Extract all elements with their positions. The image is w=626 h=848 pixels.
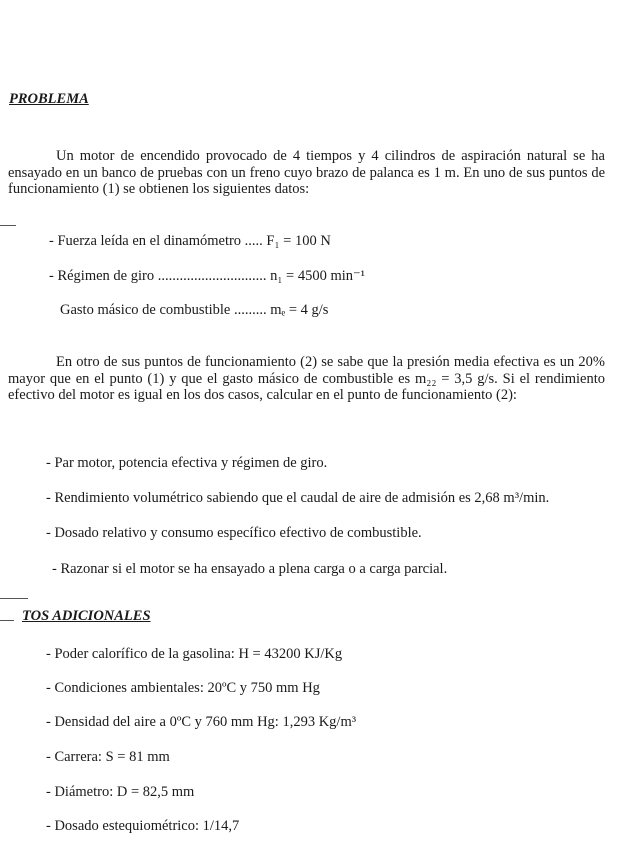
scan-mark — [0, 620, 14, 621]
problem-intro: Un motor de encendido provocado de 4 tiempos y 4 cilindros de aspiración natural se ha ensayado en un banco de pruebas con un freno cuyo brazo de palanca es 1 m. En uno de sus puntos de funcionamiento (1) se obtienen los siguientes datos: — [8, 148, 605, 197]
data-item-speed: - Régimen de giro .............................. n₁ = 4500 min⁻¹ — [49, 268, 366, 284]
problem-heading: PROBLEMA — [9, 91, 89, 107]
extra-item: - Densidad del aire a 0ºC y 760 mm Hg: 1,293 Kg/m³ — [46, 714, 357, 730]
question-item: - Dosado relativo y consumo específico efectivo de combustible. — [46, 525, 422, 541]
data-item-force: - Fuerza leída en el dinamómetro ..... F₁ = 100 N — [49, 233, 331, 249]
scan-mark — [0, 598, 28, 599]
extra-item: - Poder calorífico de la gasolina: H = 43200 KJ/Kg — [46, 646, 343, 662]
question-item: - Razonar si el motor se ha ensayado a plena carga o a carga parcial. — [52, 561, 448, 577]
extra-item: - Carrera: S = 81 mm — [46, 749, 170, 765]
question-item: - Rendimiento volumétrico sabiendo que el caudal de aire de admisión es 2,68 m³/min. — [46, 490, 550, 506]
scan-mark — [0, 225, 16, 226]
point2-paragraph: En otro de sus puntos de funcionamiento (2) se sabe que la presión media efectiva es un 20% mayor que en el punto (1) y que el gasto másico de combustible es m₂₂ = 3,5 g/s. Si el rendimiento efectivo del motor es igual en los dos casos, calcular en el punto de funcionamiento (2): — [8, 354, 605, 403]
question-item: - Par motor, potencia efectiva y régimen de giro. — [46, 455, 328, 471]
extra-heading: TOS ADICIONALES — [22, 608, 151, 624]
extra-item: - Dosado estequiométrico: 1/14,7 — [46, 818, 240, 834]
data-item-fuel: Gasto másico de combustible ......... mₑ = 4 g/s — [60, 302, 329, 318]
extra-item: - Condiciones ambientales: 20ºC y 750 mm Hg — [46, 680, 320, 696]
extra-item: - Diámetro: D = 82,5 mm — [46, 784, 195, 800]
